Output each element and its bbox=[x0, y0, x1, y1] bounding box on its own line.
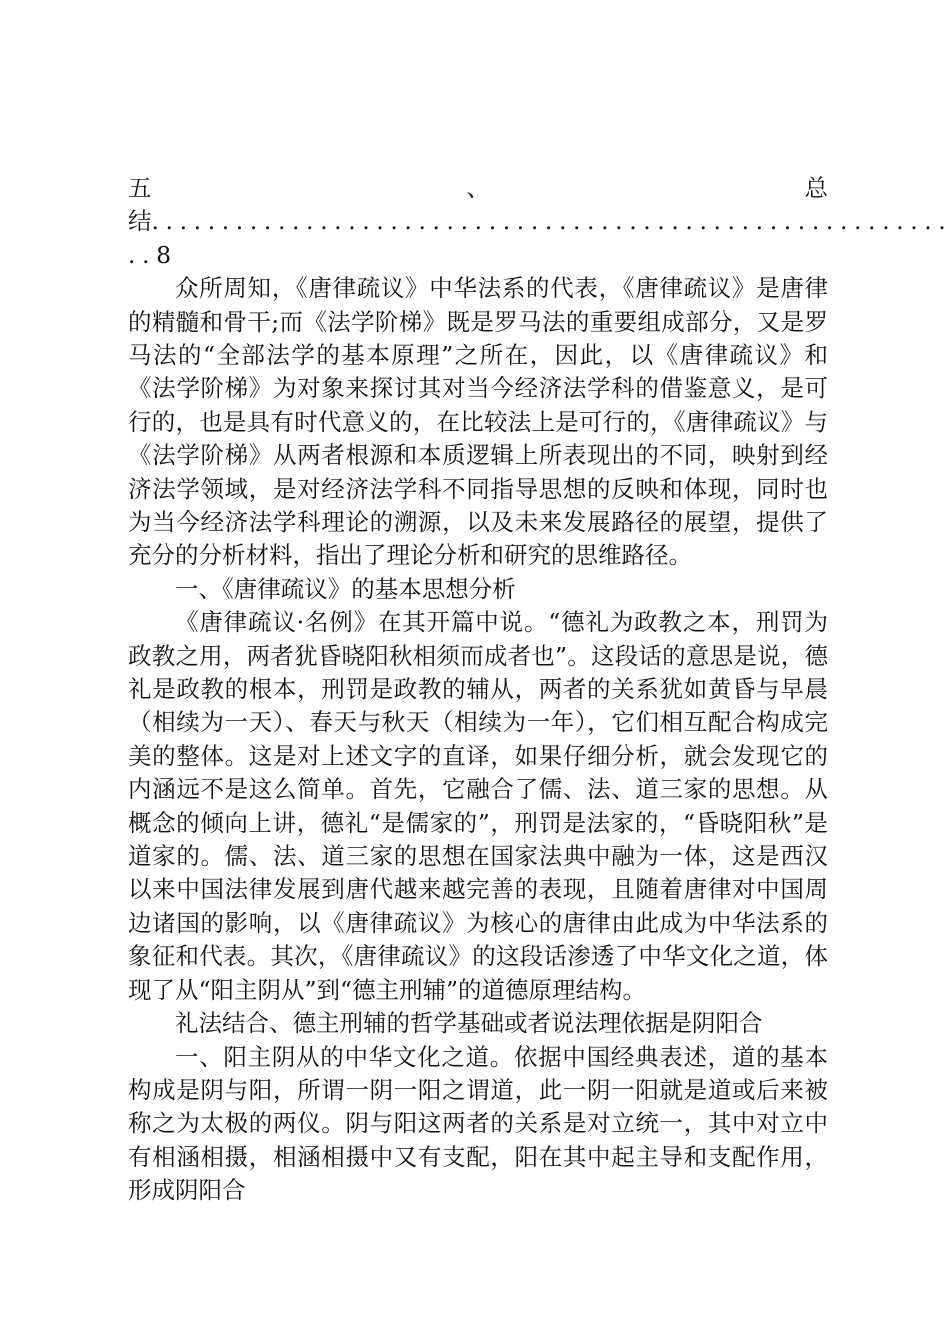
toc-entry-title-start: 总 bbox=[804, 174, 828, 202]
toc-entry-title-end: 结 bbox=[128, 207, 152, 236]
document-body bbox=[128, 172, 952, 1208]
toc-entry-leader-line bbox=[128, 205, 952, 238]
toc-entry-separator: 、 bbox=[466, 174, 490, 202]
toc-leader-dots-end: .. bbox=[128, 240, 157, 269]
toc-leader-dots: ......................................................... bbox=[151, 207, 952, 236]
section-heading: 一、《唐律疏议》的基本思想分析 bbox=[175, 574, 516, 603]
subsection-paragraph: 一、阳主阴从的中华文化之道。依据中国经典表述，道的基本构成是阴与阳，所谓一阴一阳之谓道，此一阴一阳就是道或后来被称之为太极的两仪。阴与阳这两者的关系是对立统一，其中对立中有相涵相摄，相涵相摄中又有支配，阳在其中起主导和支配作用，形成阴阳合 bbox=[128, 1042, 828, 1205]
toc-entry-number: 五 bbox=[128, 174, 152, 202]
intro-paragraph: 众所周知，《唐律疏议》中华法系的代表，《唐律疏议》是唐律的精髓和骨干;而《法学阶梯》既是罗马法的重要组成部分，又是罗马法的“全部法学的基本原理”之所在，因此，以《唐律疏议》和《法学阶梯》为对象来探讨其对当今经济法学科的借鉴意义，是可行的，也是具有时代意义的，在比较法上是可行的，《唐律疏议》与《法学阶梯》从两者根源和本质逻辑上所表现出的不同，映射到经济法学领域，是对经济法学科不同指导思想的反映和体现，同时也为当今经济法学科理论的溯源，以及未来发展路径的展望，提供了充分的分析材料，指出了理论分析和研究的思维路径。 bbox=[128, 274, 828, 570]
section-paragraph: 《唐律疏议·名例》在其开篇中说。“德礼为政教之本，刑罚为政教之用，两者犹昏晓阳秋相须而成者也”。这段话的意思是说，德礼是政教的根本，刑罚是政教的辅从，两者的关系犹如黄昏与早晨（相续为一天）、春天与秋天（相续为一年），它们相互配合构成完美的整体。这是对上述文字的直译，如果仔细分析，就会发现它的内涵远不是这么简单。首先，它融合了儒、法、道三家的思想。从概念的倾向上讲，德礼“是儒家的”，刑罚是法家的，“昏晓阳秋”是道家的。儒、法、道三家的思想在国家法典中融为一体，这是西汉以来中国法律发展到唐代越来越完善的表现，且随着唐律对中国周边诸国的影响，以《唐律疏议》为核心的唐律由此成为中华法系的象征和代表。其次，《唐律疏议》的这段话渗透了中华文化之道，体现了从“阳主阴从”到“德主刑辅”的道德原理结构。 bbox=[128, 608, 828, 1004]
note-line: 礼法结合、德主刑辅的哲学基础或者说法理依据是阴阳合 bbox=[175, 1009, 763, 1038]
toc-entry-top-line bbox=[128, 172, 828, 205]
toc-page-number: 8 bbox=[156, 240, 172, 269]
toc-entry-page-line bbox=[128, 239, 828, 272]
